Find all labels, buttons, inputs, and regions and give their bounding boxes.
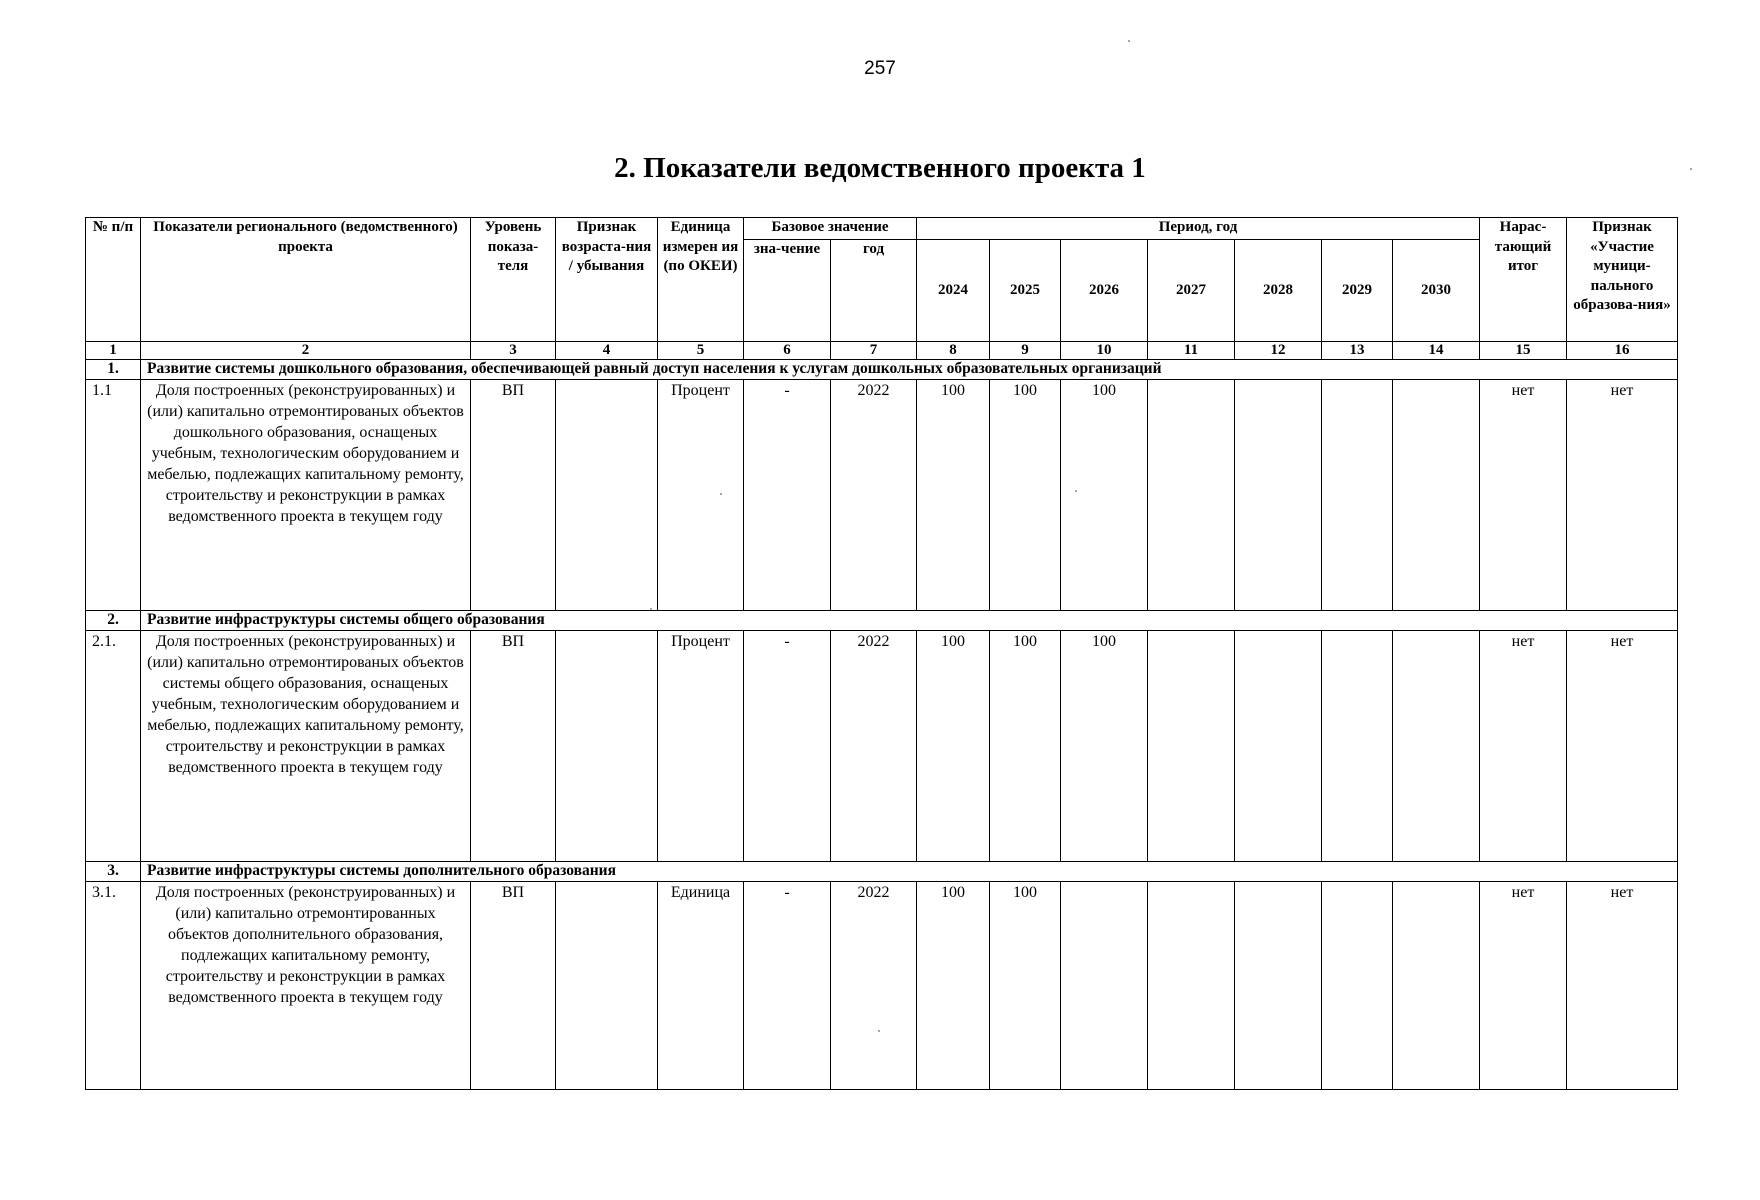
indicator-level: ВП (471, 380, 556, 611)
column-number: 7 (831, 342, 917, 360)
indicator-unit: Процент (658, 380, 744, 611)
cumulative-value: нет (1480, 631, 1567, 862)
column-number: 11 (1148, 342, 1235, 360)
row-number: 1.1 (86, 380, 141, 611)
column-number: 14 (1393, 342, 1480, 360)
indicator-name: Доля построенных (реконструированных) и (или) капитально отремонтированых объектов системы общего образования, оснащеных учебным, технологическим оборудованием и мебелью, подлежащих капитальному ремонту, строительству и реконструкции в рамках ведомственного проекта в текущем году (141, 631, 471, 862)
indicator-trend (556, 882, 658, 1090)
indicator-level: ВП (471, 631, 556, 862)
header-year: 2026 (1061, 240, 1148, 342)
column-number: 12 (1235, 342, 1322, 360)
table-row (86, 882, 1678, 1090)
column-number: 16 (1567, 342, 1678, 360)
year-value (1148, 882, 1235, 1090)
header-year: 2024 (917, 240, 990, 342)
scan-speck (1690, 168, 1692, 170)
section-row (86, 862, 1678, 882)
header-level: Уровень показа-теля (471, 218, 556, 342)
column-number: 4 (556, 342, 658, 360)
municipal-value: нет (1567, 631, 1678, 862)
year-value (1322, 380, 1393, 611)
section-title: Развитие системы дошкольного образования, обеспечивающей равный доступ населения к услугам дошкольных образовательных организаций (141, 360, 1678, 380)
indicator-name: Доля построенных (реконструированных) и (или) капитально отремонтированых объектов дошкольного образования, оснащеных учебным, технологическим оборудованием и мебелью, подлежащих капитальному ремонту, строительству и реконструкции в рамках ведомственного проекта в текущем году (141, 380, 471, 611)
header-year: 2029 (1322, 240, 1393, 342)
year-value: 100 (1061, 380, 1148, 611)
year-value: 100 (917, 631, 990, 862)
header-num: № п/п (86, 218, 141, 342)
section-number: 1. (86, 360, 141, 380)
header-year: 2028 (1235, 240, 1322, 342)
scan-speck (720, 493, 722, 495)
year-value (1148, 631, 1235, 862)
section-row (86, 360, 1678, 380)
column-number-row (86, 342, 1678, 360)
indicator-unit: Единица (658, 882, 744, 1090)
base-year: 2022 (831, 380, 917, 611)
indicator-level: ВП (471, 882, 556, 1090)
page-number: 257 (864, 58, 896, 79)
section-number: 2. (86, 611, 141, 631)
base-year: 2022 (831, 882, 917, 1090)
indicator-unit: Процент (658, 631, 744, 862)
year-value (1322, 631, 1393, 862)
scan-speck (650, 608, 652, 610)
base-value: - (744, 380, 831, 611)
column-number: 6 (744, 342, 831, 360)
year-value (1322, 882, 1393, 1090)
header-base: Базовое значение (744, 218, 917, 240)
year-value: 100 (990, 882, 1061, 1090)
table-row (86, 380, 1678, 611)
year-value (1393, 882, 1480, 1090)
year-value: 100 (917, 380, 990, 611)
column-number: 5 (658, 342, 744, 360)
header-year: 2025 (990, 240, 1061, 342)
indicator-trend (556, 631, 658, 862)
column-number: 8 (917, 342, 990, 360)
header-unit: Единица измерен ия (по ОКЕИ) (658, 218, 744, 342)
base-value: - (744, 631, 831, 862)
year-value (1148, 380, 1235, 611)
column-number: 3 (471, 342, 556, 360)
year-value (1393, 380, 1480, 611)
year-value (1061, 882, 1148, 1090)
year-value (1235, 631, 1322, 862)
cumulative-value: нет (1480, 380, 1567, 611)
header-year: 2027 (1148, 240, 1235, 342)
scan-speck (1128, 40, 1130, 42)
header-indicator: Показатели регионального (ведомственного) проекта (141, 218, 471, 342)
header-trend: Признак возраста-ния / убывания (556, 218, 658, 342)
base-year: 2022 (831, 631, 917, 862)
row-number: 2.1. (86, 631, 141, 862)
year-value (1393, 631, 1480, 862)
year-value: 100 (1061, 631, 1148, 862)
section-number: 3. (86, 862, 141, 882)
year-value (1235, 380, 1322, 611)
year-value: 100 (990, 380, 1061, 611)
section-title: Развитие инфраструктуры системы дополнительного образования (141, 862, 1678, 882)
header-period: Период, год (917, 218, 1480, 240)
column-number: 13 (1322, 342, 1393, 360)
header-municipal: Признак «Участие муници-пального образова-ния» (1567, 218, 1678, 342)
row-number: 3.1. (86, 882, 141, 1090)
header-year: 2030 (1393, 240, 1480, 342)
section-title: Развитие инфраструктуры системы общего образования (141, 611, 1678, 631)
municipal-value: нет (1567, 380, 1678, 611)
header-base-year: год (831, 240, 917, 342)
year-value: 100 (917, 882, 990, 1090)
municipal-value: нет (1567, 882, 1678, 1090)
indicators-table (85, 217, 1678, 1090)
table-row (86, 631, 1678, 862)
column-number: 10 (1061, 342, 1148, 360)
cumulative-value: нет (1480, 882, 1567, 1090)
scan-speck (878, 1030, 880, 1032)
column-number: 15 (1480, 342, 1567, 360)
section-row (86, 611, 1678, 631)
base-value: - (744, 882, 831, 1090)
scan-speck (1075, 490, 1077, 492)
header-base-value: зна-чение (744, 240, 831, 342)
year-value (1235, 882, 1322, 1090)
page-title: 2. Показатели ведомственного проекта 1 (614, 152, 1146, 184)
indicator-trend (556, 380, 658, 611)
indicator-name: Доля построенных (реконструированных) и (или) капитально отремонтированных объектов дополнительного образования, подлежащих капитальному ремонту, строительству и реконструкции в рамках ведомственного проекта в текущем году (141, 882, 471, 1090)
column-number: 1 (86, 342, 141, 360)
column-number: 2 (141, 342, 471, 360)
header-cumulative: Нарас-тающий итог (1480, 218, 1567, 342)
year-value: 100 (990, 631, 1061, 862)
column-number: 9 (990, 342, 1061, 360)
